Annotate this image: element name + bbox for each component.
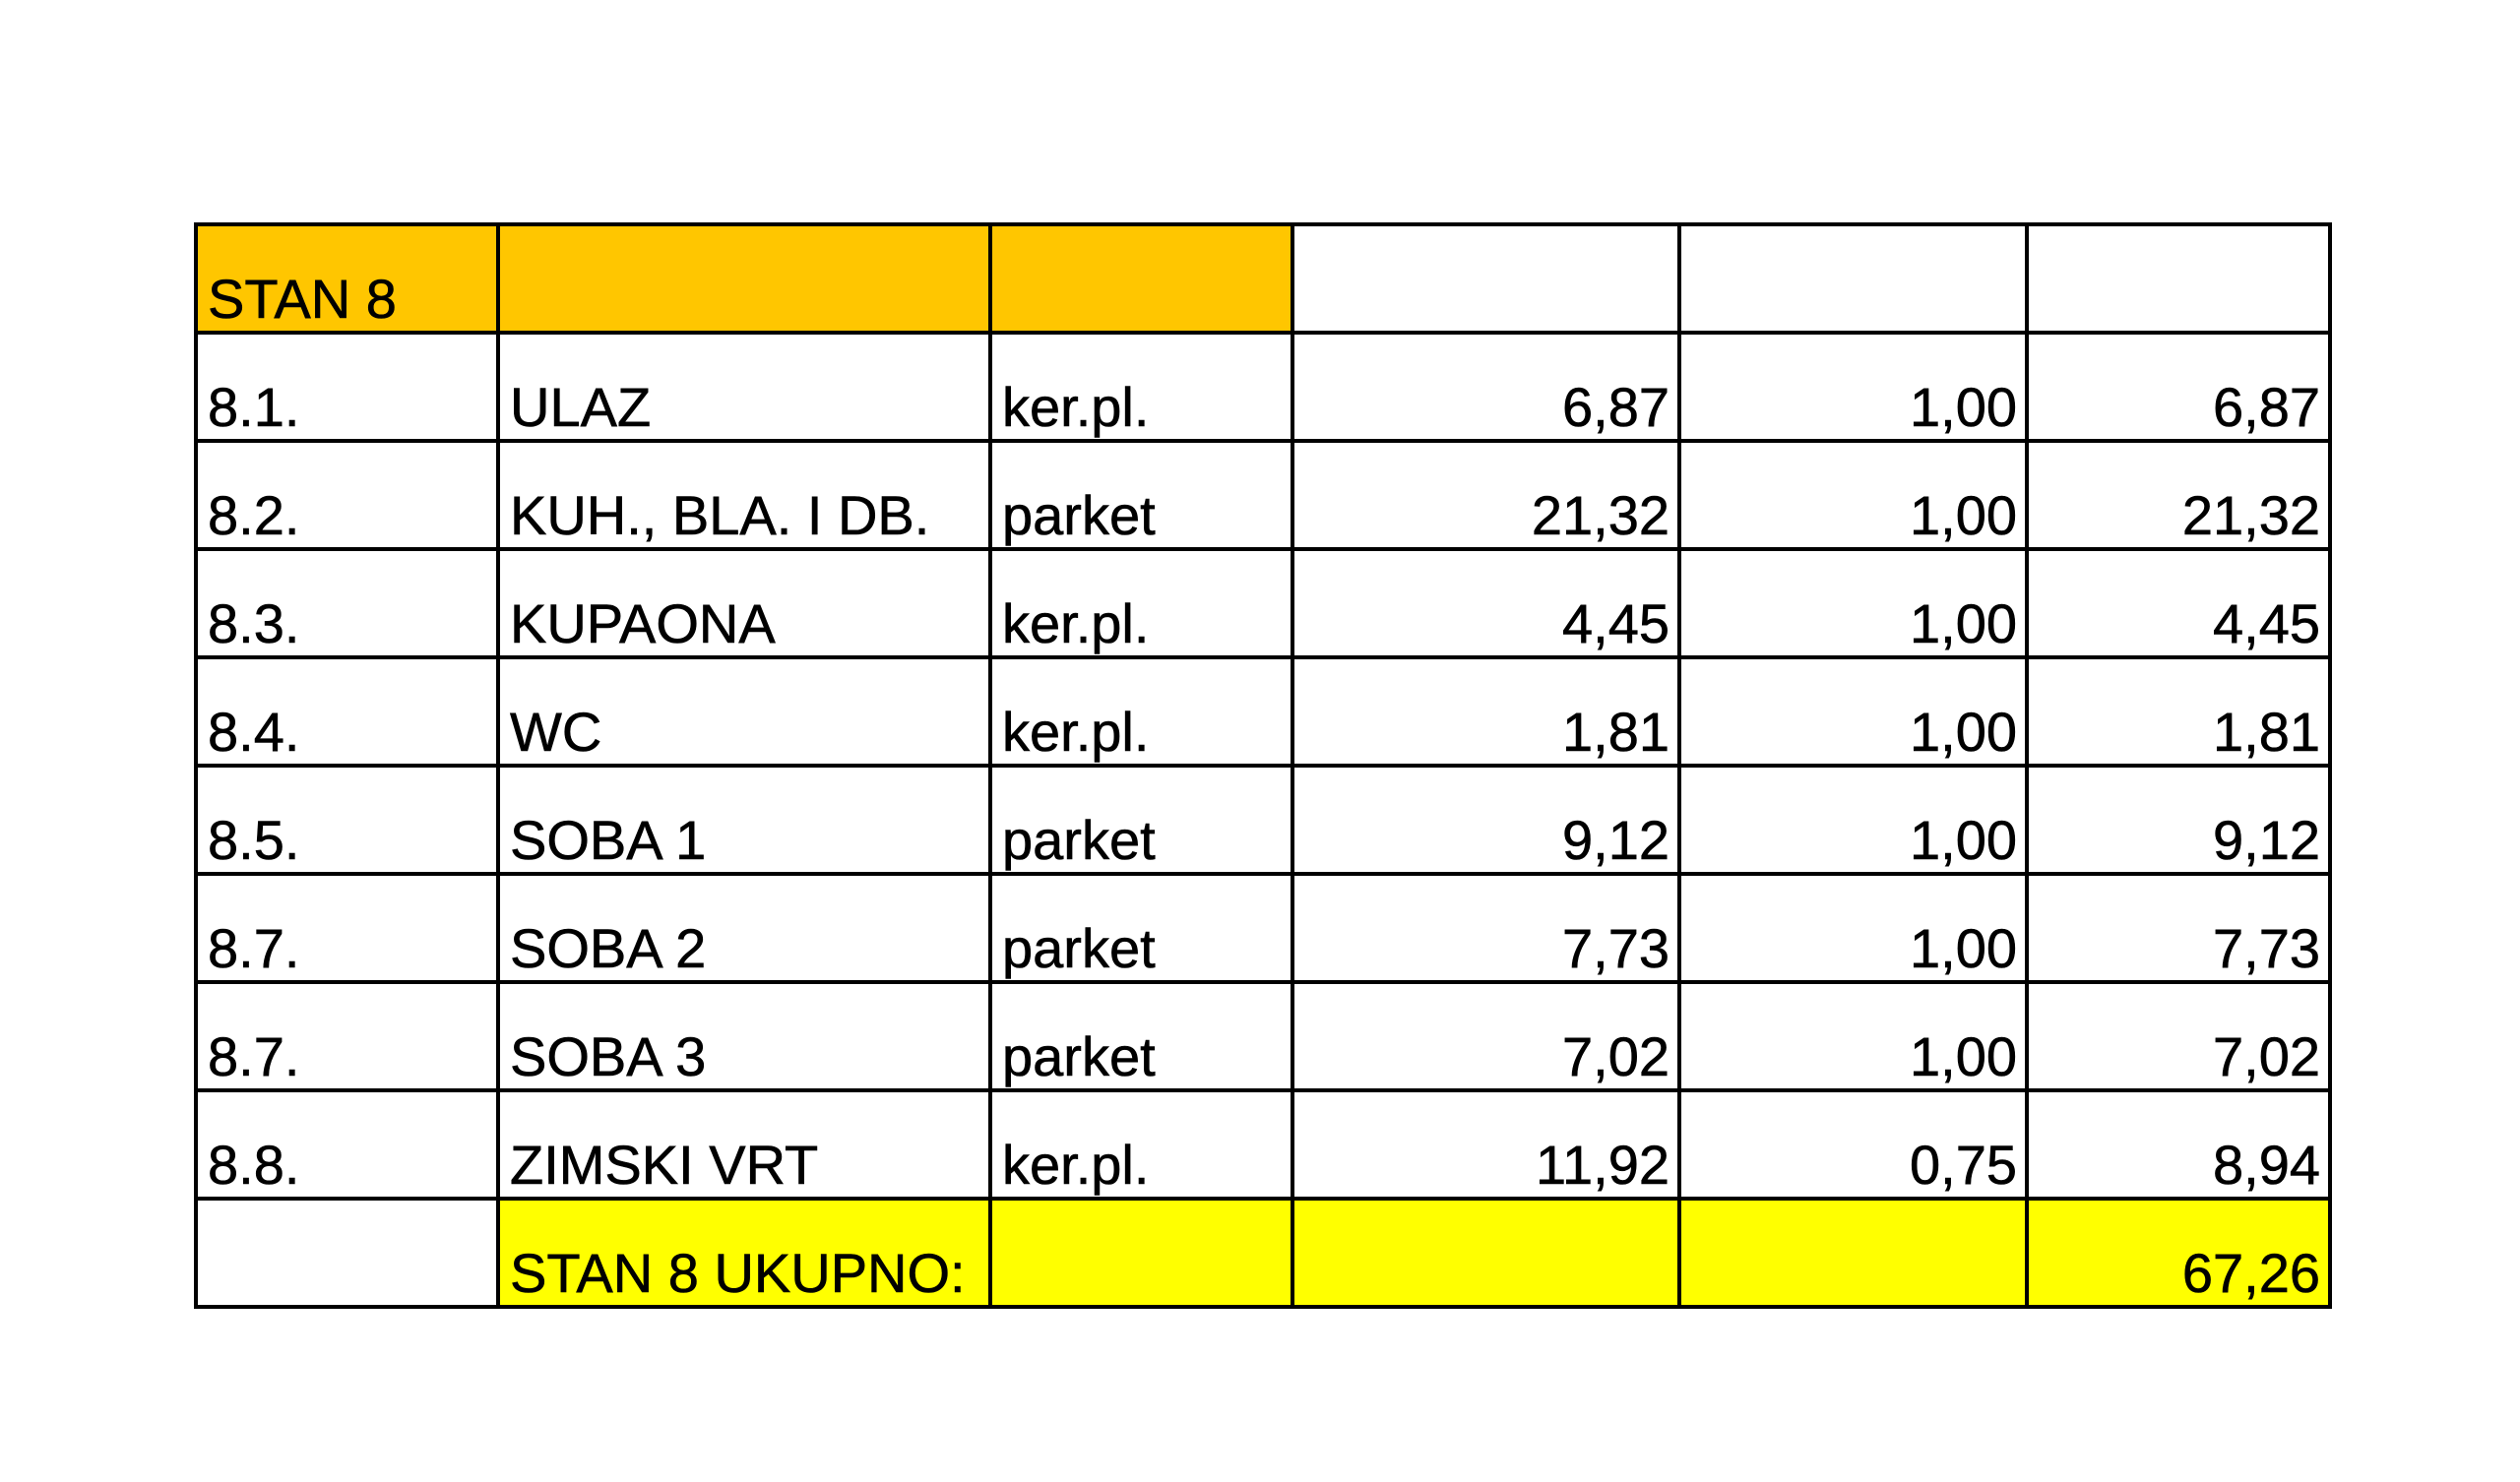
room-name: SOBA 3 [498, 982, 990, 1090]
room-area: 1,81 [1292, 657, 1679, 766]
net-area: 21,32 [2027, 441, 2330, 549]
floor-type: parket [990, 982, 1292, 1090]
room-area: 21,32 [1292, 441, 1679, 549]
room-code: 8.7. [196, 874, 498, 982]
table-row [196, 982, 2330, 1090]
room-code: 8.5. [196, 766, 498, 874]
room-code: 8.1. [196, 333, 498, 441]
floor-type: parket [990, 441, 1292, 549]
table-row [196, 657, 2330, 766]
room-area: 4,45 [1292, 549, 1679, 657]
total-cell-empty [1679, 1199, 2027, 1307]
area-coefficient: 1,00 [1679, 766, 2027, 874]
header-cell-empty [1679, 224, 2027, 333]
area-coefficient: 1,00 [1679, 657, 2027, 766]
header-cell-empty [2027, 224, 2330, 333]
area-coefficient: 0,75 [1679, 1090, 2027, 1199]
net-area: 6,87 [2027, 333, 2330, 441]
header-cell-empty [498, 224, 990, 333]
area-coefficient: 1,00 [1679, 549, 2027, 657]
floor-type: ker.pl. [990, 657, 1292, 766]
room-code: 8.3. [196, 549, 498, 657]
net-area: 7,02 [2027, 982, 2330, 1090]
total-cell-empty [1292, 1199, 1679, 1307]
total-cell-empty [990, 1199, 1292, 1307]
room-code: 8.2. [196, 441, 498, 549]
total-cell-empty [196, 1199, 498, 1307]
table-row [196, 874, 2330, 982]
area-coefficient: 1,00 [1679, 441, 2027, 549]
room-name: WC [498, 657, 990, 766]
room-area: 7,02 [1292, 982, 1679, 1090]
net-area: 7,73 [2027, 874, 2330, 982]
header-row [196, 224, 2330, 333]
floor-type: parket [990, 766, 1292, 874]
floor-type: ker.pl. [990, 333, 1292, 441]
area-table [194, 222, 2332, 1309]
table-row [196, 549, 2330, 657]
table-row [196, 441, 2330, 549]
header-cell-empty [990, 224, 1292, 333]
room-name: SOBA 1 [498, 766, 990, 874]
room-code: 8.7. [196, 982, 498, 1090]
table-row [196, 1090, 2330, 1199]
net-area: 8,94 [2027, 1090, 2330, 1199]
net-area: 4,45 [2027, 549, 2330, 657]
room-area: 7,73 [1292, 874, 1679, 982]
room-name: KUH., BLA. I DB. [498, 441, 990, 549]
area-coefficient: 1,00 [1679, 874, 2027, 982]
floor-type: ker.pl. [990, 1090, 1292, 1199]
room-area: 6,87 [1292, 333, 1679, 441]
room-code: 8.4. [196, 657, 498, 766]
room-name: SOBA 2 [498, 874, 990, 982]
total-label: STAN 8 UKUPNO: [498, 1199, 990, 1307]
room-name: KUPAONA [498, 549, 990, 657]
room-name: ULAZ [498, 333, 990, 441]
total-row [196, 1199, 2330, 1307]
table-row [196, 766, 2330, 874]
area-coefficient: 1,00 [1679, 333, 2027, 441]
net-area: 1,81 [2027, 657, 2330, 766]
room-area: 9,12 [1292, 766, 1679, 874]
apartment-title: STAN 8 [196, 224, 498, 333]
total-value: 67,26 [2027, 1199, 2330, 1307]
room-area: 11,92 [1292, 1090, 1679, 1199]
floor-type: parket [990, 874, 1292, 982]
floor-type: ker.pl. [990, 549, 1292, 657]
area-coefficient: 1,00 [1679, 982, 2027, 1090]
room-name: ZIMSKI VRT [498, 1090, 990, 1199]
header-cell-empty [1292, 224, 1679, 333]
table-row [196, 333, 2330, 441]
net-area: 9,12 [2027, 766, 2330, 874]
room-code: 8.8. [196, 1090, 498, 1199]
